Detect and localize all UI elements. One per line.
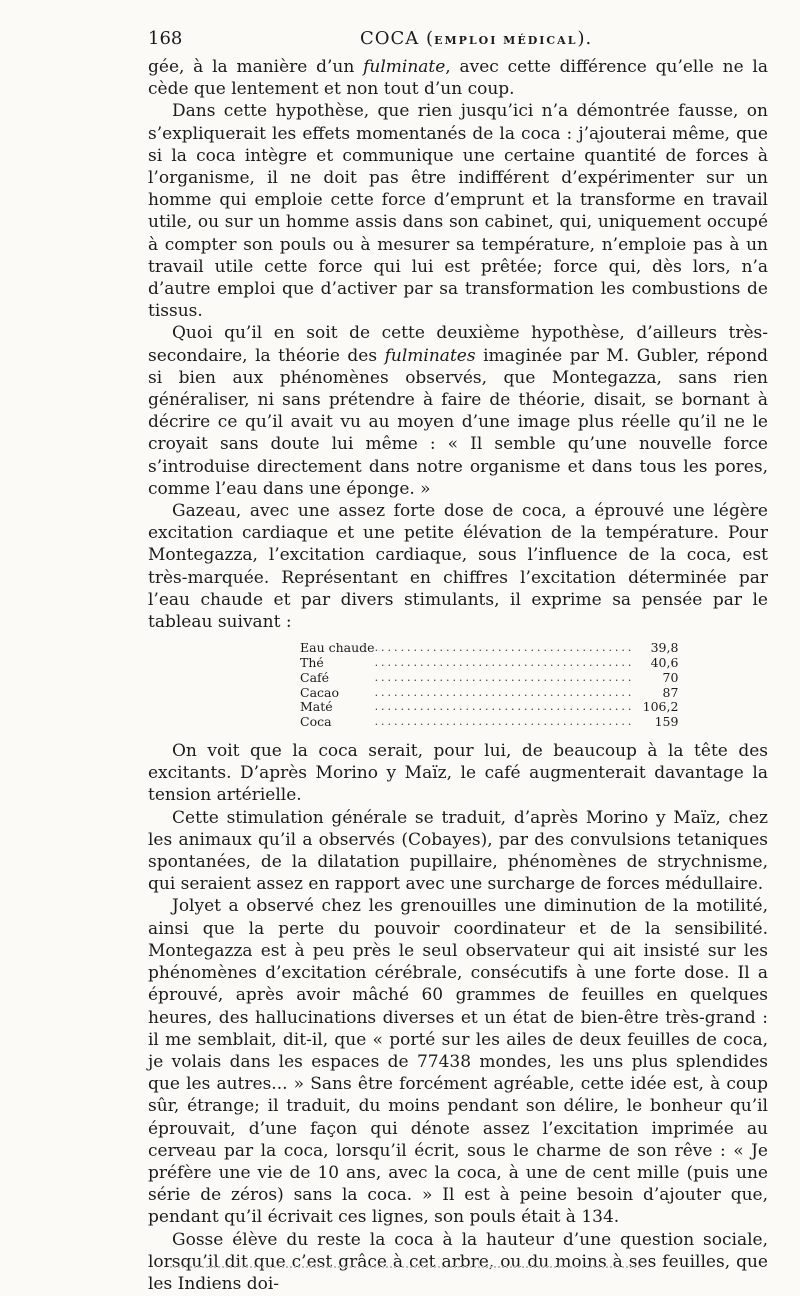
running-title-paren-close: ). — [577, 28, 593, 49]
stimulant-value: 40,6 — [650, 655, 679, 671]
paragraph-5: On voit que la coca serait, pour lui, de beaucoup à la tête des excitants. D’après Morino y Maïz, le café augmenterait davantage la tension artérielle. — [148, 741, 768, 806]
page-number: 168 — [148, 28, 183, 49]
table-row — [300, 671, 678, 686]
stimulant-value: 70 — [662, 669, 679, 685]
running-title-subtitle: EMPLOI MÉDICAL — [434, 34, 578, 47]
running-title — [360, 28, 592, 49]
table-row — [300, 656, 678, 671]
dot-leader: ........................................ — [374, 685, 635, 699]
paragraph-3-emphasis: fulminates — [384, 345, 476, 366]
paragraph-3-end: imaginée par M. Gubler, répond si bien aux phénomènes observés, que Montegazza, sans rien généraliser, ni sans prétendre à faire de théorie, disait, se bornant à décrire ce qu’il avait vu au moyen d’une image plus réelle qu’il ne le croyait sans doute lui même : « Il semble qu’une nouvelle force s’introduise directement dans notre organisme et dans tous les pores, comme l’eau dans une éponge. » — [148, 345, 768, 499]
paragraph-7: Jolyet a observé chez les grenouilles une diminution de la motilité, ainsi que la perte du pouvoir coordinateur et de la sensibilité. Montegazza est à peu près le seul observateur qui ait insisté sur les phénomènes d’excitation cérébrale, consécutifs à une forte dose. Il a éprouvé, après avoir mâché 60 grammes de feuilles en quelques heures, des hallucinations diverses et un état de bien-être très-grand : il me semblait, dit-il, que « porté sur les ailes de deux feuilles de coca, je volais dans les espaces de 77438 mondes, les uns plus splendides que les autres... » Sans être forcément agréable, cette idée est, à coup sûr, étrange; il traduit, du moins pendant son délire, le bonheur qu’il éprouvait, d’une façon qui dénote assez l’excitation imprimée au cerveau par la coca, lorsqu’il écrit, sous le charme de son rêve : « Je préfère une vie de 10 ans, avec la coca, à une de cent mille (puis une série de zéros) sans la coca. » Il est à peine besoin d’ajouter que, pendant qu’il écrivait ces lignes, son pouls était à 134. — [148, 896, 768, 1228]
body-text — [148, 56, 768, 1295]
stimulants-table-body — [300, 641, 678, 730]
stimulants-table — [300, 641, 678, 730]
stimulant-name: Thé — [300, 655, 324, 671]
dot-leader: ........................................ — [374, 656, 635, 670]
running-header — [148, 28, 768, 54]
paragraph-1-start: gée, à la manière d’un — [148, 57, 364, 77]
stimulant-value: 39,8 — [650, 640, 679, 656]
stimulant-value: 106,2 — [642, 699, 679, 715]
paragraph-1 — [148, 56, 768, 100]
table-row — [300, 700, 678, 715]
dot-leader: ........................................ — [374, 670, 635, 684]
dot-leader: ........................................ — [374, 700, 635, 714]
paragraph-3 — [148, 322, 768, 500]
running-title-paren-open: ( — [419, 28, 435, 49]
table-row — [300, 715, 678, 730]
stimulant-name: Café — [300, 669, 330, 685]
stimulant-name: Cacao — [300, 684, 339, 700]
footer-rule — [170, 1266, 640, 1272]
paragraph-4: Gazeau, avec une assez forte dose de coca, a éprouvé une légère excitation cardiaque et une petite élévation de la température. Pour Montegazza, l’excitation cardiaque, sous l’influence de la coca, est très-marquée. Représentant en chiffres l’excitation déterminée par l’eau chaude et par divers stimulants, il exprime sa pensée par le tableau suivant : — [148, 501, 768, 633]
table-row — [300, 641, 678, 656]
paragraph-6: Cette stimulation générale se traduit, d’après Morino y Maïz, chez les animaux qu’il a observés (Cobayes), par des convulsions tetaniques spontanées, de la dilatation pupillaire, phénomènes de strychnisme, qui seraient assez en rapport avec une surcharge de forces médullaire. — [148, 807, 768, 895]
paragraph-2: Dans cette hypothèse, que rien jusqu’ici n’a démontrée fausse, on s’expliquerait les effets momentanés de la coca : j’ajouterai même, que si la coca intègre et communique une certaine quantité de forces à l’organisme, il ne doit pas être indifférent d’expérimenter sur un homme qui emploie cette force d’emprunt et la transforme en travail utile, ou sur un homme assis dans son cabinet, qui, uniquement occupé à compter son pouls ou à mesurer sa température, n’emploie pas à un travail utile cette force qui lui est prêtée; force qui, dès lors, n’a d’autre emploi que d’activer par sa transformation les combustions de tissus. — [148, 101, 768, 322]
paragraph-1-emphasis: fulminate — [363, 57, 446, 77]
running-title-main: COCA — [360, 28, 420, 49]
table-row — [300, 686, 678, 701]
dot-leader: ........................................ — [374, 641, 635, 655]
stimulant-value: 159 — [654, 714, 679, 730]
stimulant-name: Eau chaude — [300, 640, 375, 656]
paragraph-8: Gosse élève du reste la coca à la hauteur d’une question sociale, lorsqu’il dit que c’est grâce à cet arbre, ou du moins à ses feuilles, que les Indiens doi- — [148, 1229, 768, 1294]
paragraph-3-start: Quoi qu’il en soit de cette deuxième hypothèse, d’ailleurs très-secondaire, la théorie des — [148, 323, 768, 366]
stimulant-name: Coca — [300, 714, 332, 730]
paragraph-1-end: , avec cette différence qu’elle ne la cède que lentement et non tout d’un coup. — [148, 57, 768, 100]
stimulant-name: Maté — [300, 699, 333, 715]
dot-leader: ........................................ — [374, 715, 635, 729]
stimulant-value: 87 — [662, 684, 679, 700]
